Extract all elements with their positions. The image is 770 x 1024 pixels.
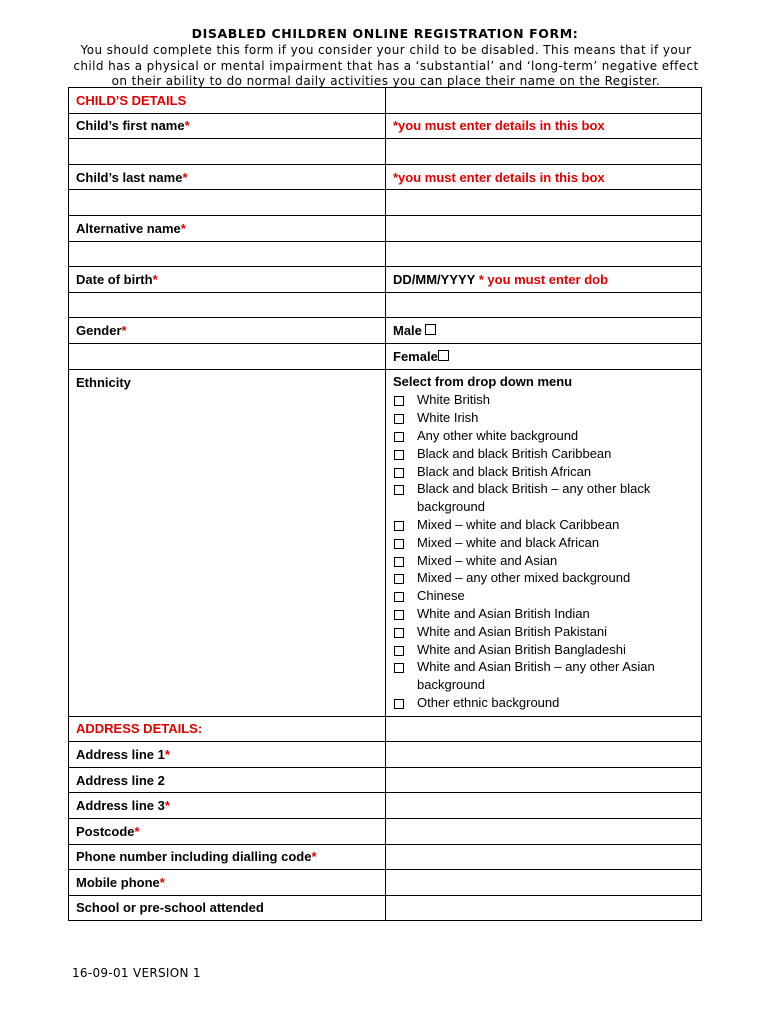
ethnicity-checkbox[interactable] (394, 396, 404, 406)
ethnicity-option-label: White Irish (417, 410, 479, 426)
postcode-row (69, 818, 702, 844)
alt-name-row (69, 215, 702, 241)
first-name-label: Child’s first name* (69, 113, 386, 139)
dob-entry-row (69, 292, 702, 318)
alt-name-value[interactable] (386, 215, 702, 241)
ethnicity-option-label: Black and black British – any other black background (417, 481, 651, 515)
ethnicity-option-label: White and Asian British Pakistani (417, 623, 608, 639)
school-row (69, 895, 702, 921)
school-label: School or pre-school attended (69, 895, 386, 921)
phone-row (69, 844, 702, 870)
school-input[interactable] (386, 895, 702, 921)
first-name-input[interactable] (69, 139, 386, 165)
ethnicity-option[interactable] (393, 391, 694, 409)
female-checkbox[interactable] (438, 350, 449, 361)
intro-text: You should complete this form if you consider your child to be disabled. This means that if your child has a physical or mental impairment that has a ‘substantial’ and ‘long-term’ negative effect on their ability to do normal daily activities you can place their name on the Register. (73, 43, 699, 88)
address-line1-input[interactable] (386, 742, 702, 768)
childs-details-header-row (69, 88, 702, 114)
version-footer: 16-09-01 VERSION 1 (72, 966, 201, 980)
registration-table (68, 87, 702, 921)
ethnicity-option[interactable] (393, 516, 694, 534)
ethnicity-option-label: Mixed – white and black African (417, 534, 600, 550)
ethnicity-option-label: Other ethnic background (417, 694, 560, 710)
ethnicity-option[interactable] (393, 587, 694, 605)
address-line3-label: Address line 3* (69, 793, 386, 819)
form-title: DISABLED CHILDREN ONLINE REGISTRATION FORM: (191, 26, 579, 41)
address-line1-label: Address line 1* (69, 742, 386, 768)
phone-input[interactable] (386, 844, 702, 870)
ethnicity-option-label: Black and black British African (417, 463, 592, 479)
last-name-hint: *you must enter details in this box (386, 164, 702, 190)
ethnicity-checkbox[interactable] (394, 521, 404, 531)
ethnicity-checkbox[interactable] (394, 468, 404, 478)
ethnicity-checkbox[interactable] (394, 450, 404, 460)
ethnicity-checkbox[interactable] (394, 592, 404, 602)
address-details-header-value (386, 716, 702, 742)
ethnicity-option[interactable] (393, 463, 694, 481)
ethnicity-option[interactable] (393, 641, 694, 659)
dob-row (69, 267, 702, 293)
first-name-row (69, 113, 702, 139)
phone-label: Phone number including dialling code* (69, 844, 386, 870)
address-line3-row (69, 793, 702, 819)
male-checkbox[interactable] (425, 324, 436, 335)
alt-name-input[interactable] (69, 241, 386, 267)
dob-input[interactable] (69, 292, 386, 318)
address-line3-input[interactable] (386, 793, 702, 819)
mobile-row (69, 870, 702, 896)
ethnicity-label: Ethnicity (69, 369, 386, 716)
ethnicity-option[interactable] (393, 480, 694, 516)
gender-label: Gender* (69, 318, 386, 344)
postcode-label: Postcode* (69, 818, 386, 844)
ethnicity-option-label: White and Asian British – any other Asian background (417, 659, 655, 693)
ethnicity-checkbox[interactable] (394, 432, 404, 442)
ethnicity-option-label: White and Asian British Indian (417, 605, 590, 621)
gender-blank-cell (69, 343, 386, 369)
alt-name-label: Alternative name* (69, 215, 386, 241)
ethnicity-checkbox[interactable] (394, 574, 404, 584)
address-line2-input[interactable] (386, 767, 702, 793)
ethnicity-option-label: Mixed – white and black Caribbean (417, 516, 620, 532)
address-details-title: ADDRESS DETAILS: (69, 716, 386, 742)
address-details-header-row (69, 716, 702, 742)
ethnicity-option[interactable] (393, 623, 694, 641)
dob-hint: DD/MM/YYYY * you must enter dob (386, 267, 702, 293)
last-name-entry-row (69, 190, 702, 216)
address-line2-row (69, 767, 702, 793)
dob-input-extra[interactable] (386, 292, 702, 318)
ethnicity-option-label: Any other white background (417, 427, 579, 443)
ethnicity-option[interactable] (393, 409, 694, 427)
last-name-input[interactable] (69, 190, 386, 216)
last-name-row (69, 164, 702, 190)
postcode-input[interactable] (386, 818, 702, 844)
ethnicity-checkbox[interactable] (394, 646, 404, 656)
ethnicity-option[interactable] (393, 427, 694, 445)
ethnicity-checkbox[interactable] (394, 485, 404, 495)
childs-details-title: CHILD’S DETAILS (69, 88, 386, 114)
address-line1-row (69, 742, 702, 768)
ethnicity-option-label: Mixed – white and Asian (417, 552, 558, 568)
ethnicity-checkbox[interactable] (394, 663, 404, 673)
ethnicity-option-label: White and Asian British Bangladeshi (417, 641, 626, 657)
ethnicity-option[interactable] (393, 445, 694, 463)
ethnicity-checkbox[interactable] (394, 610, 404, 620)
first-name-hint: *you must enter details in this box (386, 113, 702, 139)
ethnicity-checkbox[interactable] (394, 628, 404, 638)
last-name-input-extra[interactable] (386, 190, 702, 216)
alt-name-entry-row (69, 241, 702, 267)
ethnicity-option-label: Black and black British Caribbean (417, 445, 612, 461)
ethnicity-option-label: Chinese (417, 588, 465, 604)
childs-details-header-value (386, 88, 702, 114)
ethnicity-option[interactable] (393, 552, 694, 570)
ethnicity-options-list (393, 391, 694, 711)
ethnicity-option-label: White British (417, 392, 490, 408)
ethnicity-option-label: Mixed – any other mixed background (417, 570, 631, 586)
ethnicity-option[interactable] (393, 694, 694, 712)
ethnicity-heading: Select from drop down menu (393, 374, 573, 390)
last-name-label: Child’s last name* (69, 164, 386, 190)
ethnicity-options-cell (386, 369, 702, 716)
ethnicity-checkbox[interactable] (394, 414, 404, 424)
ethnicity-checkbox[interactable] (394, 539, 404, 549)
ethnicity-option[interactable] (393, 569, 694, 587)
gender-female-option[interactable]: Female (386, 343, 702, 369)
gender-male-option[interactable]: Male (386, 318, 702, 344)
gender-female-row (69, 343, 702, 369)
ethnicity-option[interactable] (393, 658, 694, 694)
first-name-input-extra[interactable] (386, 139, 702, 165)
mobile-input[interactable] (386, 870, 702, 896)
address-line2-label: Address line 2 (69, 767, 386, 793)
ethnicity-checkbox[interactable] (394, 557, 404, 567)
dob-label: Date of birth* (69, 267, 386, 293)
ethnicity-row (69, 369, 702, 716)
alt-name-input-extra[interactable] (386, 241, 702, 267)
mobile-label: Mobile phone* (69, 870, 386, 896)
ethnicity-checkbox[interactable] (394, 699, 404, 709)
first-name-entry-row (69, 139, 702, 165)
gender-row (69, 318, 702, 344)
ethnicity-option[interactable] (393, 534, 694, 552)
ethnicity-option[interactable] (393, 605, 694, 623)
